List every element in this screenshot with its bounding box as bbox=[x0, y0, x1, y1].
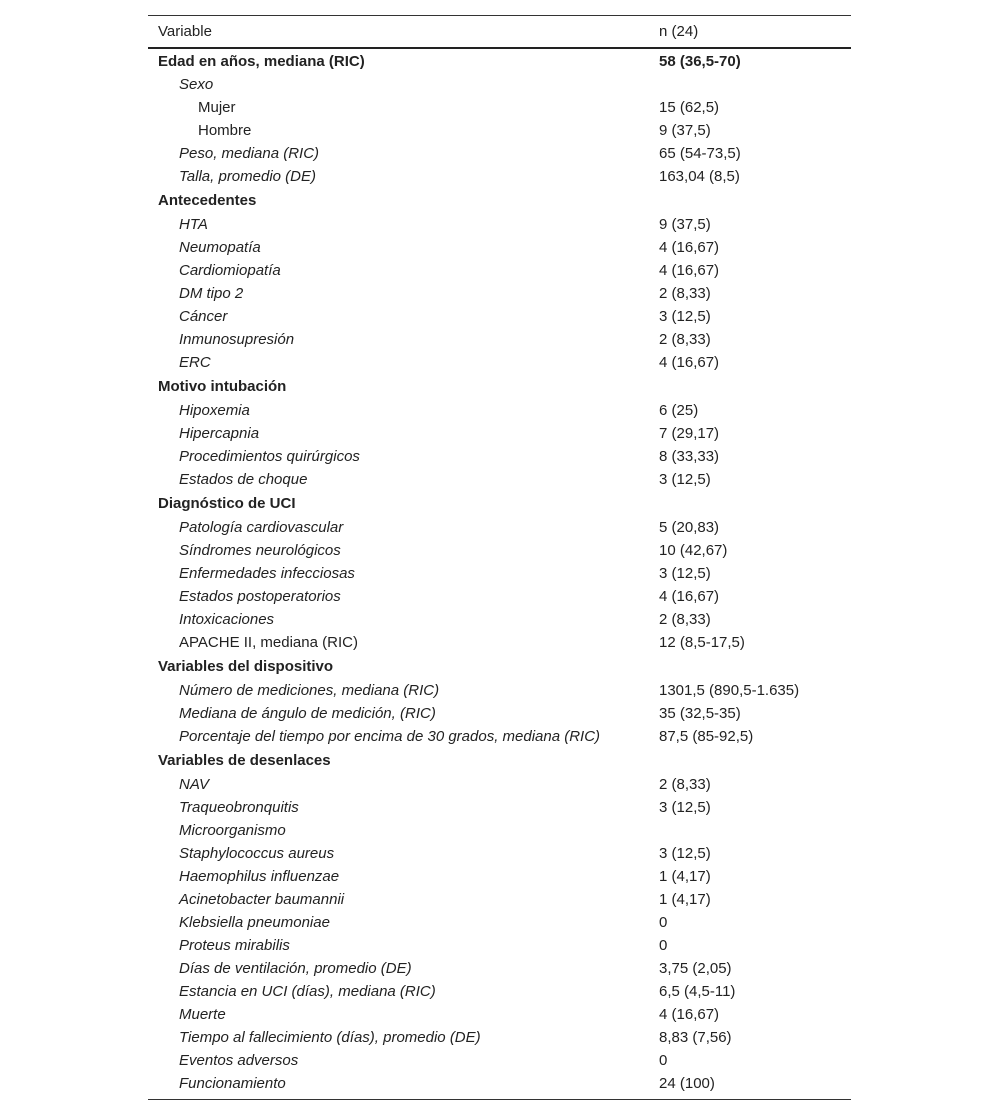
table-row bbox=[148, 1072, 851, 1095]
row-value: 4 (16,67) bbox=[659, 262, 720, 279]
row-label: Hipoxemia bbox=[179, 402, 250, 419]
row-value: 6 (25) bbox=[659, 402, 699, 419]
row-value: 9 (37,5) bbox=[659, 216, 711, 233]
table-row bbox=[148, 796, 851, 819]
row-value: 1301,5 (890,5-1.635) bbox=[659, 682, 800, 699]
table-row bbox=[148, 399, 851, 422]
row-value: 2 (8,33) bbox=[659, 331, 711, 348]
row-label: Enfermedades infecciosas bbox=[179, 565, 355, 582]
table-row bbox=[148, 957, 851, 980]
row-label: Diagnóstico de UCI bbox=[158, 495, 296, 512]
row-value: 4 (16,67) bbox=[659, 1006, 720, 1023]
row-label: NAV bbox=[179, 776, 210, 793]
row-label: Variables de desenlaces bbox=[158, 752, 331, 769]
row-label: Neumopatía bbox=[179, 239, 261, 256]
row-label: Síndromes neurológicos bbox=[179, 542, 341, 559]
table-row bbox=[148, 819, 851, 842]
row-label: Porcentaje del tiempo por encima de 30 grados, mediana (RIC) bbox=[179, 728, 601, 745]
row-value: 4 (16,67) bbox=[659, 239, 720, 256]
row-label: APACHE II, mediana (RIC) bbox=[179, 634, 358, 651]
table-row bbox=[148, 608, 851, 631]
row-label: Estados postoperatorios bbox=[179, 588, 341, 605]
table-row bbox=[148, 305, 851, 328]
row-label: Procedimientos quirúrgicos bbox=[179, 448, 360, 465]
row-label: DM tipo 2 bbox=[179, 285, 244, 302]
row-label: Número de mediciones, mediana (RIC) bbox=[179, 682, 440, 699]
row-value: 6,5 (4,5-11) bbox=[659, 983, 736, 1000]
row-label: Patología cardiovascular bbox=[179, 519, 344, 536]
row-value: 8 (33,33) bbox=[659, 448, 720, 465]
table-row bbox=[148, 445, 851, 468]
row-value: 8,83 (7,56) bbox=[659, 1029, 732, 1046]
row-value: 3 (12,5) bbox=[659, 845, 711, 862]
row-label: Peso, mediana (RIC) bbox=[179, 145, 320, 162]
table-row bbox=[148, 980, 851, 1003]
row-label: Hombre bbox=[198, 122, 252, 139]
header-n: n (24) bbox=[659, 23, 699, 40]
header-variable: Variable bbox=[158, 23, 212, 40]
row-label: Intoxicaciones bbox=[179, 611, 275, 628]
row-value: 12 (8,5-17,5) bbox=[659, 634, 745, 651]
data-table bbox=[148, 15, 851, 1100]
table-row bbox=[148, 702, 851, 725]
row-value: 9 (37,5) bbox=[659, 122, 711, 139]
row-value: 3 (12,5) bbox=[659, 308, 711, 325]
row-value: 0 bbox=[659, 937, 668, 954]
table-row bbox=[148, 773, 851, 796]
table-row bbox=[148, 119, 851, 142]
row-label: Edad en años, mediana (RIC) bbox=[158, 53, 365, 70]
row-value: 1 (4,17) bbox=[659, 868, 711, 885]
table-row bbox=[148, 468, 851, 491]
row-label: Acinetobacter baumannii bbox=[179, 891, 345, 908]
row-value: 1 (4,17) bbox=[659, 891, 711, 908]
row-label: Estancia en UCI (días), mediana (RIC) bbox=[179, 983, 436, 1000]
table-row bbox=[148, 328, 851, 351]
row-label: Inmunosupresión bbox=[179, 331, 295, 348]
table-row bbox=[148, 888, 851, 911]
table-row bbox=[148, 96, 851, 119]
table-row bbox=[148, 934, 851, 957]
table-row bbox=[148, 911, 851, 934]
table-row bbox=[148, 725, 851, 748]
table-row bbox=[148, 282, 851, 305]
row-label: ERC bbox=[179, 354, 211, 371]
row-label: Variables del dispositivo bbox=[158, 658, 334, 675]
row-label: Funcionamiento bbox=[179, 1075, 286, 1092]
row-label: Eventos adversos bbox=[179, 1052, 299, 1069]
row-label: Tiempo al fallecimiento (días), promedio (DE) bbox=[179, 1029, 481, 1046]
row-label: Motivo intubación bbox=[158, 378, 287, 395]
table-row bbox=[148, 562, 851, 585]
row-value: 3 (12,5) bbox=[659, 565, 711, 582]
row-label: Talla, promedio (DE) bbox=[179, 168, 316, 185]
row-label: Staphylococcus aureus bbox=[179, 845, 335, 862]
section-row bbox=[148, 654, 851, 679]
row-value: 2 (8,33) bbox=[659, 611, 711, 628]
row-value: 0 bbox=[659, 1052, 668, 1069]
table-row bbox=[148, 842, 851, 865]
row-label: Cáncer bbox=[179, 308, 228, 325]
table-row bbox=[148, 679, 851, 702]
row-value: 7 (29,17) bbox=[659, 425, 720, 442]
section-row bbox=[148, 491, 851, 516]
table-row bbox=[148, 422, 851, 445]
table-row bbox=[148, 631, 851, 654]
section-row bbox=[148, 50, 851, 73]
row-label: Hipercapnia bbox=[179, 425, 260, 442]
row-value: 5 (20,83) bbox=[659, 519, 720, 536]
row-value: 0 bbox=[659, 914, 668, 931]
row-label: HTA bbox=[179, 216, 208, 233]
table-row bbox=[148, 351, 851, 374]
row-value: 2 (8,33) bbox=[659, 285, 711, 302]
table-row bbox=[148, 516, 851, 539]
table-row bbox=[148, 585, 851, 608]
row-value: 163,04 (8,5) bbox=[659, 168, 740, 185]
row-value: 35 (32,5-35) bbox=[659, 705, 741, 722]
row-value: 65 (54-73,5) bbox=[659, 145, 741, 162]
table-row bbox=[148, 165, 851, 188]
row-label: Mediana de ángulo de medición, (RIC) bbox=[179, 705, 436, 722]
table-row bbox=[148, 1049, 851, 1072]
row-value: 10 (42,67) bbox=[659, 542, 728, 559]
row-label: Sexo bbox=[179, 76, 214, 93]
row-value: 3 (12,5) bbox=[659, 799, 711, 816]
row-value: 58 (36,5-70) bbox=[659, 53, 741, 70]
row-value: 87,5 (85-92,5) bbox=[659, 728, 754, 745]
row-value: 4 (16,67) bbox=[659, 354, 720, 371]
table-row bbox=[148, 142, 851, 165]
row-label: Antecedentes bbox=[158, 192, 257, 209]
row-value: 2 (8,33) bbox=[659, 776, 711, 793]
table-body bbox=[148, 49, 851, 1099]
row-value: 4 (16,67) bbox=[659, 588, 720, 605]
row-label: Klebsiella pneumoniae bbox=[179, 914, 330, 931]
row-label: Mujer bbox=[198, 99, 236, 116]
section-row bbox=[148, 188, 851, 213]
row-label: Haemophilus influenzae bbox=[179, 868, 340, 885]
row-label: Cardiomiopatía bbox=[179, 262, 281, 279]
row-value: 24 (100) bbox=[659, 1075, 715, 1092]
table-row bbox=[148, 1026, 851, 1049]
table-row bbox=[148, 213, 851, 236]
row-value: 15 (62,5) bbox=[659, 99, 720, 116]
table-row bbox=[148, 259, 851, 282]
section-row bbox=[148, 374, 851, 399]
section-row bbox=[148, 748, 851, 773]
row-label: Microorganismo bbox=[179, 822, 286, 839]
row-label: Traqueobronquitis bbox=[179, 799, 299, 816]
row-label: Proteus mirabilis bbox=[179, 937, 290, 954]
table-row bbox=[148, 73, 851, 96]
table-header bbox=[148, 16, 851, 49]
table-row bbox=[148, 1003, 851, 1026]
row-value: 3,75 (2,05) bbox=[659, 960, 732, 977]
row-label: Estados de choque bbox=[179, 471, 308, 488]
row-label: Días de ventilación, promedio (DE) bbox=[179, 960, 412, 977]
table-row bbox=[148, 236, 851, 259]
table-row bbox=[148, 539, 851, 562]
table-row bbox=[148, 865, 851, 888]
row-value: 3 (12,5) bbox=[659, 471, 711, 488]
row-label: Muerte bbox=[179, 1006, 226, 1023]
